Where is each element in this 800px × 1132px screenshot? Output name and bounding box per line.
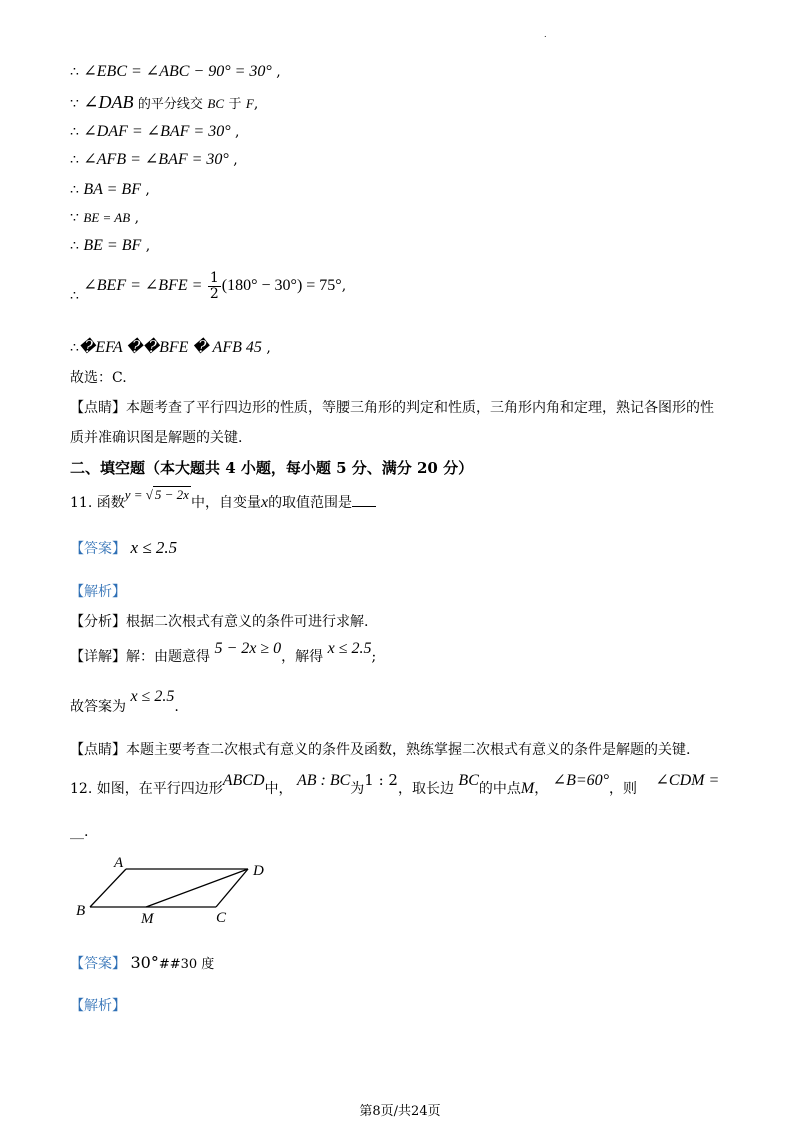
dianjing-2-line: 【点睛】本题主要考查二次根式有意义的条件及函数，熟练掌握二次根式有意义的条件是解题的关键. — [70, 742, 691, 758]
garbled-math: �EFA ��BFE � AFB 45 — [78, 339, 262, 356]
line-9: ∴�EFA ��BFE � AFB 45 , — [70, 339, 271, 356]
answer-blank — [352, 492, 376, 507]
jiexi-tag-2: 【解析】 — [70, 998, 126, 1014]
question-11: 11. 函数y = √ 5 − 2x中，自变量x的取值范围是 — [70, 488, 376, 518]
edge-ab — [90, 869, 126, 907]
label-c: C — [216, 910, 227, 926]
answer-tag: 【答案】 — [70, 541, 126, 557]
therefore-symbol: ∴ — [70, 64, 79, 80]
fenxi-line: 【分析】根据二次根式有意义的条件可进行求解. — [70, 614, 369, 630]
answer-11: 【答案】 x ≤ 2.5 — [70, 538, 178, 557]
question-12: 12. 如图，在平行四边形ABCD中， AB : BC为1 : 2，取长边 BC的中点M， ∠B=60°，则 ∠CDM = — [70, 771, 720, 797]
parallelogram-figure — [70, 855, 290, 930]
math-expr: ∠EBC = ∠ABC − 90° = 30° — [83, 63, 272, 80]
label-d: D — [253, 863, 264, 879]
label-b: B — [76, 903, 86, 919]
line-2: ∵ ∠DAB 的平分线交 BC 于 F, — [70, 92, 259, 112]
label-a: A — [114, 855, 124, 871]
line-3: ∴ ∠DAF = ∠BAF = 30° , — [70, 123, 240, 140]
line-6: ∵ BE = AB , — [70, 210, 140, 226]
header-mark: . — [544, 30, 547, 39]
fraction-half: $\frac{1}{2}$ — [209, 269, 219, 302]
jiexi-tag-1: 【解析】 — [70, 584, 126, 600]
line-5: ∴ BA = BF , — [70, 181, 150, 198]
because-symbol: ∵ — [70, 96, 79, 112]
line-1: ∴ ∠EBC = ∠ABC − 90° = 30° , — [70, 63, 281, 80]
line-4: ∴ ∠AFB = ∠BAF = 30° , — [70, 151, 238, 168]
label-m: M — [141, 911, 154, 927]
line-7: ∴ BE = BF , — [70, 237, 151, 254]
dianjing-1-line-1: 【点睛】本题考查了平行四边形的性质，等腰三角形的判定和性质，三角形内角和定理，熟记各图形的性 — [70, 400, 714, 416]
angle-dab: ∠DAB — [83, 92, 134, 112]
line-10: 故选：C. — [70, 370, 127, 386]
guda-line: 故答案为 x ≤ 2.5. — [70, 688, 179, 715]
line-8: ∴ ∠BEF = ∠BFE = $\frac{1}{2}$ (180° − 30°) = 75°, — [70, 269, 347, 304]
answer-12: 【答案】 30°##30 度 — [70, 953, 215, 972]
dianjing-tag: 【点睛】 — [70, 400, 126, 416]
section-title: 二、填空题（本大题共 4 小题，每小题 5 分、满分 20 分） — [70, 459, 474, 477]
question-12-blank: __. — [70, 824, 89, 840]
page-footer: 第8页/共24页 — [359, 1104, 441, 1119]
dianjing-1-line-2: 质并准确识图是解题的关键. — [70, 430, 243, 446]
xiangjie-line: 【详解】解：由题意得 5 − 2x ≥ 0，解得 x ≤ 2.5; — [70, 640, 377, 665]
